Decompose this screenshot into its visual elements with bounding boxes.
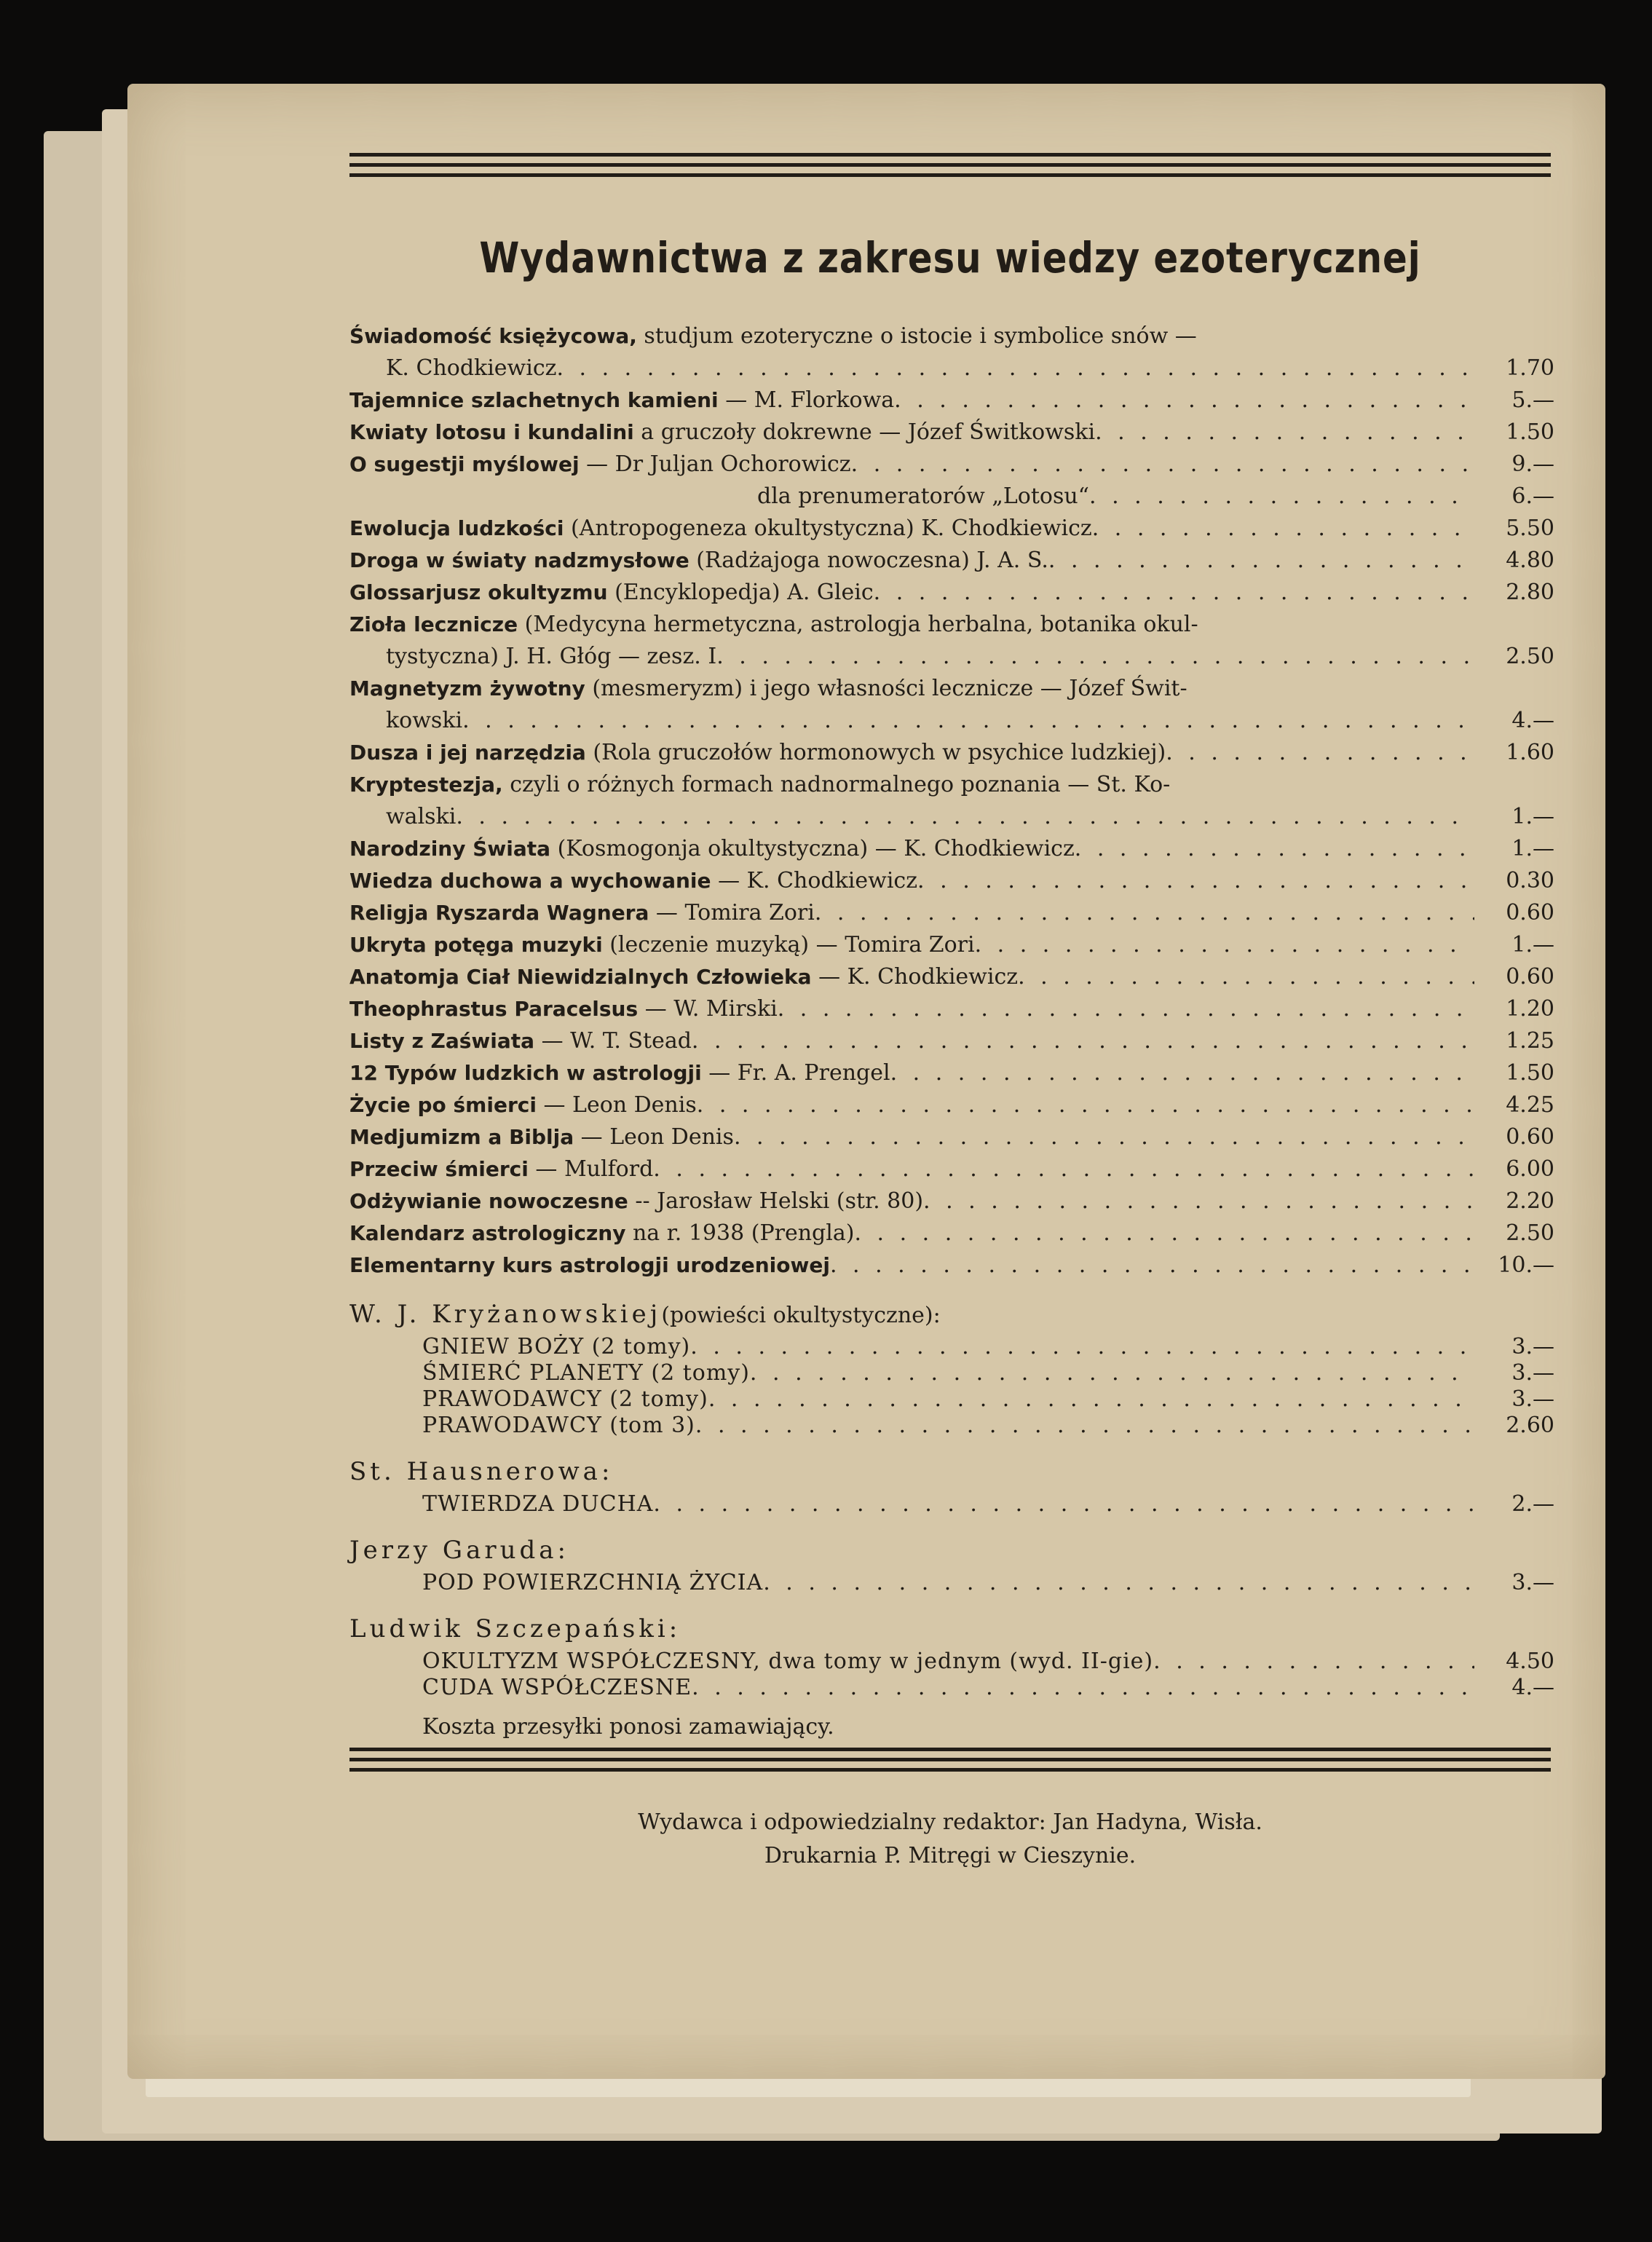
entry-title: Kwiaty lotosu i kundalini bbox=[349, 420, 634, 444]
entry-line bbox=[349, 865, 917, 897]
leader-dots bbox=[462, 705, 1474, 737]
leader-dots bbox=[1092, 513, 1474, 545]
list-item bbox=[349, 320, 1554, 352]
list-item bbox=[349, 929, 1554, 961]
entry-text bbox=[349, 833, 1474, 865]
price: 1.25 bbox=[1506, 1028, 1554, 1054]
entry-title: Narodziny Świata bbox=[349, 837, 551, 861]
entry-description: — Tomira Zori bbox=[649, 900, 815, 925]
entry-text bbox=[349, 1153, 1474, 1185]
printed-page bbox=[127, 84, 1605, 2079]
entry-text bbox=[422, 1570, 1474, 1596]
price: 1.60 bbox=[1506, 740, 1554, 765]
leader-dots bbox=[815, 897, 1474, 929]
price: 3.— bbox=[1511, 1386, 1554, 1412]
page-title: Wydawnictwa z zakresu wiedzy ezoterycznej bbox=[479, 233, 1421, 283]
book-item bbox=[349, 1491, 1554, 1517]
entry-text bbox=[349, 1121, 1474, 1153]
entry-line bbox=[349, 1057, 890, 1089]
entry-title: Kryptestezja, bbox=[349, 773, 503, 797]
publication-list bbox=[349, 320, 1554, 1743]
price: 1.20 bbox=[1506, 996, 1554, 1022]
leader-dots bbox=[1166, 737, 1474, 769]
entry-text bbox=[386, 352, 1474, 384]
entry-text bbox=[349, 1057, 1474, 1089]
list-item bbox=[349, 961, 1554, 993]
leader-dots bbox=[1075, 833, 1474, 865]
entry-text bbox=[349, 609, 1474, 641]
leader-dots bbox=[692, 1025, 1474, 1057]
entry-description: studjum ezoteryczne o istocie i symbolice snów — bbox=[636, 323, 1197, 349]
entry-description: — K. Chodkiewicz bbox=[711, 868, 918, 893]
book-item bbox=[349, 1570, 1554, 1596]
leader-dots bbox=[890, 1057, 1474, 1089]
entry-title: Ewolucja ludzkości bbox=[349, 516, 564, 540]
list-item bbox=[349, 673, 1554, 705]
book-title: TWIERDZA DUCHA bbox=[422, 1491, 654, 1517]
entry-line bbox=[349, 1089, 697, 1121]
entry-title: Dusza i jej narzędzia bbox=[349, 741, 586, 765]
printer-line: Drukarnia P. Mitręgi w Cieszynie. bbox=[764, 1843, 1137, 1868]
entry-continuation: tystyczna) J. H. Głóg — zesz. I bbox=[386, 644, 717, 669]
list-item bbox=[349, 609, 1554, 641]
entry-line bbox=[349, 384, 894, 417]
entry-line bbox=[349, 737, 1166, 769]
entry-title: Magnetyzm żywotny bbox=[349, 676, 585, 700]
entry-title: Religja Ryszarda Wagnera bbox=[349, 901, 649, 925]
entry-line bbox=[349, 417, 1095, 449]
shipping-note: Koszta przesyłki ponosi zamawiający. bbox=[422, 1714, 834, 1740]
list-item-continuation bbox=[349, 705, 1554, 737]
entry-description: — Dr Juljan Ochorowicz bbox=[579, 451, 851, 477]
entry-title: Glossarjusz okultyzmu bbox=[349, 580, 608, 604]
book-item bbox=[349, 1360, 1554, 1386]
author-heading bbox=[349, 1606, 1554, 1649]
price: 2.50 bbox=[1506, 644, 1554, 669]
entry-line bbox=[349, 1185, 923, 1217]
entry-description: czyli o różnych formach nadnormalnego poznania — St. Ko- bbox=[502, 772, 1171, 797]
entry-title: O sugestji myślowej bbox=[349, 452, 580, 476]
entry-description: — M. Florkowa bbox=[718, 387, 895, 413]
entry-line bbox=[349, 577, 874, 609]
entry-description: (Kosmogonja okultystyczna) — K. Chodkiewicz bbox=[550, 836, 1075, 861]
spacer bbox=[349, 1596, 1554, 1606]
entry-line bbox=[349, 1153, 653, 1185]
entry-title: Listy z Zaświata bbox=[349, 1029, 535, 1053]
entry-line bbox=[349, 1250, 830, 1282]
bottom-triple-rule bbox=[349, 1748, 1551, 1778]
entry-description: (Antropogeneza okultystyczna) K. Chodkiewicz bbox=[564, 516, 1092, 541]
book-item bbox=[349, 1413, 1554, 1439]
entry-title: Kalendarz astrologiczny bbox=[349, 1221, 626, 1245]
leader-dots bbox=[690, 1334, 1474, 1360]
entry-continuation: K. Chodkiewicz bbox=[386, 355, 557, 381]
list-item bbox=[349, 833, 1554, 865]
price: 6.00 bbox=[1506, 1156, 1554, 1182]
entry-continuation: kowski bbox=[386, 708, 463, 733]
entry-text bbox=[422, 1675, 1474, 1701]
list-item bbox=[349, 865, 1554, 897]
book-title: PRAWODAWCY (tom 3) bbox=[422, 1413, 695, 1438]
entry-description: (Radżajoga nowoczesna) J. A. S. bbox=[689, 548, 1048, 573]
entry-text bbox=[349, 897, 1474, 929]
author-name: W. J. Kryżanowskiej bbox=[349, 1300, 662, 1329]
list-item bbox=[349, 1250, 1554, 1282]
list-item bbox=[349, 769, 1554, 801]
entry-text bbox=[349, 1025, 1474, 1057]
leader-dots bbox=[697, 1089, 1474, 1121]
leader-dots bbox=[708, 1386, 1474, 1413]
entry-text bbox=[349, 673, 1474, 705]
entry-line bbox=[349, 320, 1197, 352]
price: 2.80 bbox=[1506, 580, 1554, 605]
price: 1.— bbox=[1511, 804, 1554, 829]
price: 3.— bbox=[1511, 1334, 1554, 1359]
entry-title: Medjumizm a Biblja bbox=[349, 1125, 574, 1149]
entry-description: — W. Mirski bbox=[638, 996, 778, 1022]
list-item bbox=[349, 1153, 1554, 1185]
list-item bbox=[349, 993, 1554, 1025]
entry-text bbox=[422, 1334, 1474, 1360]
leader-dots bbox=[975, 929, 1474, 961]
entry-description: -- Jarosław Helski (str. 80) bbox=[628, 1188, 924, 1214]
author-name: St. Hausnerowa: bbox=[349, 1457, 614, 1486]
leader-dots bbox=[653, 1491, 1474, 1517]
entry-text bbox=[349, 384, 1474, 417]
entry-text bbox=[349, 577, 1474, 609]
entry-text bbox=[349, 769, 1474, 801]
spacer bbox=[349, 1439, 1554, 1449]
book-item bbox=[349, 1386, 1554, 1413]
list-item bbox=[349, 1185, 1554, 1217]
leader-dots bbox=[556, 352, 1474, 384]
entry-text bbox=[349, 449, 1474, 481]
entry-title: Tajemnice szlachetnych kamieni bbox=[349, 388, 719, 412]
entry-line bbox=[349, 993, 778, 1025]
price: 4.— bbox=[1511, 1675, 1554, 1700]
price: 2.— bbox=[1511, 1491, 1554, 1517]
list-item bbox=[349, 737, 1554, 769]
entry-text bbox=[349, 993, 1474, 1025]
leader-dots bbox=[653, 1153, 1474, 1185]
book-title: ŚMIERĆ PLANETY (2 tomy) bbox=[422, 1360, 750, 1386]
entry-text bbox=[349, 737, 1474, 769]
leader-dots bbox=[854, 1217, 1474, 1250]
price: 3.— bbox=[1511, 1360, 1554, 1386]
book-title: CUDA WSPÓŁCZESNE bbox=[422, 1675, 692, 1700]
entry-description: — Leon Denis bbox=[536, 1092, 697, 1118]
price: 5.50 bbox=[1506, 516, 1554, 541]
entry-description: (Encyklopedja) A. Gleic bbox=[607, 580, 874, 605]
entry-line bbox=[349, 1121, 734, 1153]
entry-text bbox=[349, 961, 1474, 993]
leader-dots bbox=[456, 801, 1474, 833]
list-item bbox=[349, 1089, 1554, 1121]
price: 4.50 bbox=[1506, 1649, 1554, 1674]
spacer bbox=[349, 1701, 1554, 1711]
entry-continuation: walski bbox=[386, 804, 457, 829]
entry-line bbox=[349, 513, 1092, 545]
author-heading bbox=[349, 1449, 1554, 1491]
book-item bbox=[349, 1649, 1554, 1675]
price: 2.60 bbox=[1506, 1413, 1554, 1438]
price: 1.70 bbox=[1506, 355, 1554, 381]
price: 4.80 bbox=[1506, 548, 1554, 573]
entry-title: Elementarny kurs astrologji urodzeniowej bbox=[349, 1253, 830, 1277]
entry-description: — W. T. Stead bbox=[534, 1028, 692, 1054]
author-heading bbox=[349, 1292, 1554, 1334]
price: 6.— bbox=[1511, 483, 1554, 509]
entry-description: — K. Chodkiewicz bbox=[811, 964, 1019, 990]
list-item bbox=[349, 1217, 1554, 1250]
price: 0.60 bbox=[1506, 1124, 1554, 1150]
price: 1.— bbox=[1511, 932, 1554, 958]
entry-line bbox=[349, 1025, 692, 1057]
book-item bbox=[349, 1334, 1554, 1360]
entry-text bbox=[349, 513, 1474, 545]
list-item bbox=[349, 1121, 1554, 1153]
publisher-line: Wydawca i odpowiedzialny redaktor: Jan Hadyna, Wisła. bbox=[638, 1809, 1262, 1835]
book-title: PRAWODAWCY (2 tomy) bbox=[422, 1386, 708, 1412]
entry-title: Droga w światy nadzmysłowe bbox=[349, 548, 689, 572]
entry-title: 12 Typów ludzkich w astrologji bbox=[349, 1061, 702, 1085]
entry-line bbox=[349, 769, 1170, 801]
leader-dots bbox=[1153, 1649, 1474, 1675]
entry-description: a gruczoły dokrewne — Józef Świtkowski bbox=[633, 419, 1096, 445]
spacer bbox=[349, 1517, 1554, 1528]
entry-text bbox=[422, 1360, 1474, 1386]
entry-line bbox=[349, 449, 851, 481]
entry-title: Świadomość księżycowa, bbox=[349, 324, 637, 348]
entry-text bbox=[349, 929, 1474, 961]
leader-dots bbox=[1089, 481, 1474, 513]
entry-text bbox=[422, 1386, 1474, 1413]
entry-text bbox=[422, 1413, 1474, 1439]
entry-line bbox=[349, 961, 1018, 993]
leader-dots bbox=[695, 1413, 1474, 1439]
entry-line bbox=[349, 897, 815, 929]
entry-title: Życie po śmierci bbox=[349, 1093, 537, 1117]
list-item bbox=[349, 897, 1554, 929]
price: 2.50 bbox=[1506, 1220, 1554, 1246]
list-item-continuation bbox=[349, 801, 1554, 833]
entry-title: Anatomja Ciał Niewidzialnych Człowieka bbox=[349, 965, 812, 989]
leader-dots bbox=[778, 993, 1474, 1025]
entry-line bbox=[349, 673, 1187, 705]
leader-dots bbox=[874, 577, 1474, 609]
price: 1.50 bbox=[1506, 1060, 1554, 1086]
leader-dots bbox=[1095, 417, 1474, 449]
list-item bbox=[349, 449, 1554, 481]
entry-title: Ukryta potęga muzyki bbox=[349, 933, 603, 957]
entry-text bbox=[349, 1185, 1474, 1217]
price: 4.— bbox=[1511, 708, 1554, 733]
entry-description: — Mulford bbox=[528, 1156, 654, 1182]
entry-line bbox=[757, 481, 1089, 513]
entry-description: (Rola gruczołów hormonowych w psychice ludzkiej) bbox=[585, 740, 1166, 765]
book-title: POD POWIERZCHNIĄ ŻYCIA bbox=[422, 1570, 764, 1595]
author-name: Jerzy Garuda: bbox=[349, 1536, 570, 1565]
entry-description: na r. 1938 (Prengla) bbox=[625, 1220, 855, 1246]
entry-text bbox=[422, 1649, 1474, 1675]
list-item bbox=[349, 481, 1554, 513]
list-item-continuation bbox=[349, 641, 1554, 673]
leader-dots bbox=[894, 384, 1474, 417]
list-item bbox=[349, 1057, 1554, 1089]
list-item bbox=[349, 384, 1554, 417]
leader-dots bbox=[851, 449, 1474, 481]
leader-dots bbox=[763, 1570, 1474, 1596]
entry-title: Theophrastus Paracelsus bbox=[349, 997, 639, 1021]
entry-description: — Fr. A. Prengel bbox=[701, 1060, 890, 1086]
entry-description: (mesmeryzm) i jego własności lecznicze — Józef Świt- bbox=[585, 676, 1187, 701]
list-item bbox=[349, 513, 1554, 545]
list-item bbox=[349, 417, 1554, 449]
entry-text bbox=[349, 417, 1474, 449]
leader-dots bbox=[716, 641, 1474, 673]
author-name: Ludwik Szczepański: bbox=[349, 1614, 681, 1643]
entry-title: Odżywianie nowoczesne bbox=[349, 1189, 628, 1213]
leader-dots bbox=[917, 865, 1474, 897]
leader-dots bbox=[830, 1250, 1474, 1282]
entry-description: — Leon Denis bbox=[574, 1124, 734, 1150]
price: 0.60 bbox=[1506, 964, 1554, 990]
price: 2.20 bbox=[1506, 1188, 1554, 1214]
list-item-continuation bbox=[349, 352, 1554, 384]
entry-text bbox=[386, 801, 1474, 833]
book-title: OKULTYZM WSPÓŁCZESNY, dwa tomy w jednym (wyd. II-gie) bbox=[422, 1649, 1154, 1674]
entry-text bbox=[349, 1250, 1474, 1282]
entry-description: (Medycyna hermetyczna, astrologja herbalna, botanika okul- bbox=[518, 612, 1198, 637]
imprint bbox=[346, 1806, 1554, 1873]
entry-line bbox=[349, 609, 1198, 641]
entry-text bbox=[422, 1491, 1474, 1517]
list-item bbox=[349, 545, 1554, 577]
price: 0.30 bbox=[1506, 868, 1554, 893]
entry-text bbox=[349, 320, 1474, 352]
leader-dots bbox=[1048, 545, 1474, 577]
entry-line bbox=[349, 1217, 854, 1250]
price: 4.25 bbox=[1506, 1092, 1554, 1118]
price: 1.— bbox=[1511, 836, 1554, 861]
spacer bbox=[349, 1282, 1554, 1292]
entry-title: Przeciw śmierci bbox=[349, 1157, 529, 1181]
entry-text bbox=[757, 481, 1474, 513]
entry-text bbox=[349, 545, 1474, 577]
entry-text bbox=[349, 1089, 1474, 1121]
leader-dots bbox=[734, 1121, 1474, 1153]
list-item bbox=[349, 1025, 1554, 1057]
entry-line bbox=[349, 833, 1075, 865]
leader-dots bbox=[692, 1675, 1474, 1701]
leader-dots bbox=[750, 1360, 1474, 1386]
list-item bbox=[349, 577, 1554, 609]
price: 10.— bbox=[1498, 1252, 1554, 1278]
book-item bbox=[349, 1675, 1554, 1701]
author-heading bbox=[349, 1528, 1554, 1570]
price: 0.60 bbox=[1506, 900, 1554, 925]
leader-dots bbox=[1018, 961, 1474, 993]
price: 9.— bbox=[1511, 451, 1554, 477]
author-note: (powieści okultystyczne): bbox=[661, 1303, 941, 1328]
entry-text bbox=[349, 865, 1474, 897]
entry-line bbox=[349, 545, 1048, 577]
book-title: GNIEW BOŻY (2 tomy) bbox=[422, 1334, 691, 1359]
price: 3.— bbox=[1511, 1570, 1554, 1595]
entry-text bbox=[386, 705, 1474, 737]
entry-description: dla prenumeratorów „Lotosu“ bbox=[757, 483, 1090, 509]
price: 5.— bbox=[1511, 387, 1554, 413]
entry-description: (leczenie muzyką) — Tomira Zori bbox=[602, 932, 975, 958]
leader-dots bbox=[923, 1185, 1474, 1217]
price: 1.50 bbox=[1506, 419, 1554, 445]
entry-title: Wiedza duchowa a wychowanie bbox=[349, 869, 711, 893]
entry-title: Zioła lecznicze bbox=[349, 612, 518, 636]
entry-text bbox=[349, 1217, 1474, 1250]
entry-text bbox=[386, 641, 1474, 673]
entry-line bbox=[349, 929, 975, 961]
top-triple-rule bbox=[349, 153, 1551, 183]
